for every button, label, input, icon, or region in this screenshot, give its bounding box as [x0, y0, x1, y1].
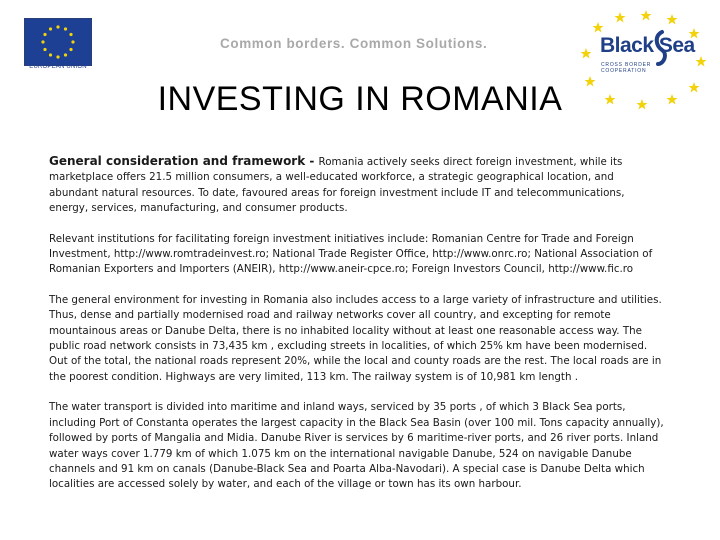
paragraph-water-transport: The water transport is divided into maritime and inland ways, serviced by 35 ports , of which 3 Black Sea ports, including Port of Constanta operates the largest capacity in the Black Sea Basin (over 100 mil. Tons capacity annually), followed by ports of Mangalia and Midia. Danube River is services by 6 maritime-river ports, and 26 river ports. Inland water ways cover 1.779 km of which 1.075 km on the international navigable Danube, 524 on navigable Danube channels and 91 km on canals (Danube-Black Sea and Poarta Alba-Navodari). A special case is Danube Delta which localities are accessed solely by water, and each of the village or town has its own harbour. — [49, 401, 664, 491]
eu-caption: EUROPEAN UNION — [29, 64, 87, 70]
paragraph-text: Romania actively seeks direct foreign investment, while its marketplace offers 21.5 million consumers, a well-educated workforce, a strategic geographical location, and abundant natural resources. To date, favoured areas for foreign investment include IT and telecommunications, energy, services, manufacturing, and consumer products. — [49, 156, 625, 215]
slogan: Common borders. Common Solutions. — [220, 36, 488, 51]
logo-wordmark: Black Sea — [600, 34, 695, 57]
body-text — [49, 154, 665, 508]
page-title: INVESTING IN ROMANIA — [157, 80, 563, 118]
paragraph-infrastructure: The general environment for investing in Romania also includes access to a large variety of infrastructure and utilities. Thus, dense and partially modernised road and railway networks cover all country, and excepting for remote mountainous areas or Danube Delta, there is no inhabited locality without at least one reasonable access way. The public road network consists in 73,435 km , excluding streets in localities, of which 25% km have been modernised. Out of the total, the national roads represent 20%, while the local and county roads are the rest. The local roads are in the poorest condition. Highways are very limited, 113 km. The railway system is of 10,981 km length . — [49, 293, 662, 383]
logo-subtitle: CROSS BORDER COOPERATION — [601, 62, 652, 74]
paragraph-framework — [49, 154, 665, 217]
paragraph-lead: General consideration and framework - — [49, 154, 319, 168]
eu-stars-icon — [25, 19, 91, 65]
eu-flag-logo — [24, 18, 92, 66]
paragraph-institutions: Relevant institutions for facilitating foreign investment initiatives include: Romanian Centre for Trade and Foreign Investment, http://www.romtradeinvest.ro; National Trade Register Office, http://www.onrc.ro; National Association of Romanian Exporters and Importers (ANEIR), http://www.aneir-cpce.ro; Foreign Investors Council, http://www.fic.ro — [49, 232, 653, 276]
